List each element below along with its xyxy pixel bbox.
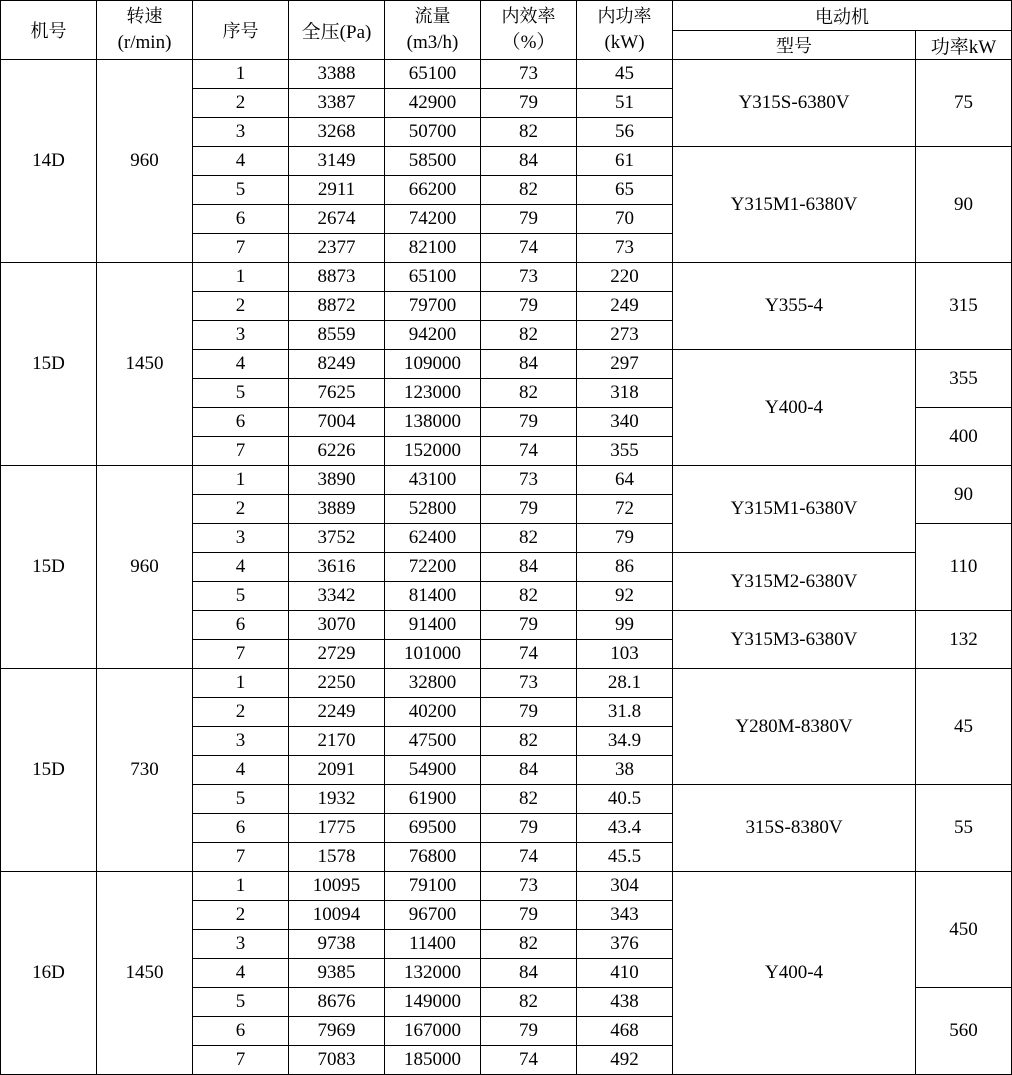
efficiency-cell: 82 — [481, 582, 577, 611]
pressure-cell: 3149 — [289, 147, 385, 176]
power-cell: 61 — [577, 147, 673, 176]
power-cell: 297 — [577, 350, 673, 379]
table-row — [1, 60, 1012, 89]
efficiency-cell: 82 — [481, 785, 577, 814]
seq-cell: 7 — [193, 234, 289, 263]
flow-cell: 54900 — [385, 756, 481, 785]
pressure-cell: 9385 — [289, 959, 385, 988]
efficiency-cell: 74 — [481, 640, 577, 669]
flow-cell: 61900 — [385, 785, 481, 814]
power-cell: 34.9 — [577, 727, 673, 756]
power-cell: 65 — [577, 176, 673, 205]
efficiency-cell: 74 — [481, 437, 577, 466]
power-cell: 51 — [577, 89, 673, 118]
header-pressure: 全压(Pa) — [289, 1, 385, 60]
speed-cell: 960 — [97, 466, 193, 669]
pressure-cell: 7004 — [289, 408, 385, 437]
flow-cell: 91400 — [385, 611, 481, 640]
motor-model-cell: Y315M2-6380V — [673, 553, 916, 611]
header-motor-model: 型号 — [673, 31, 916, 60]
seq-cell: 3 — [193, 321, 289, 350]
header-power — [577, 1, 673, 60]
pressure-cell: 7969 — [289, 1017, 385, 1046]
table-row — [1, 466, 1012, 495]
efficiency-cell: 82 — [481, 930, 577, 959]
power-cell: 70 — [577, 205, 673, 234]
motor-model-cell: Y355-4 — [673, 263, 916, 350]
seq-cell: 4 — [193, 350, 289, 379]
seq-cell: 1 — [193, 669, 289, 698]
seq-cell: 3 — [193, 930, 289, 959]
motor-power-cell: 45 — [916, 669, 1012, 785]
pressure-cell: 10095 — [289, 872, 385, 901]
efficiency-cell: 82 — [481, 176, 577, 205]
flow-cell: 42900 — [385, 89, 481, 118]
efficiency-cell: 84 — [481, 350, 577, 379]
pressure-cell: 8873 — [289, 263, 385, 292]
pressure-cell: 2911 — [289, 176, 385, 205]
pressure-cell: 3268 — [289, 118, 385, 147]
speed-cell: 1450 — [97, 872, 193, 1075]
flow-cell: 123000 — [385, 379, 481, 408]
efficiency-cell: 82 — [481, 118, 577, 147]
seq-cell: 7 — [193, 640, 289, 669]
efficiency-cell: 82 — [481, 988, 577, 1017]
motor-power-cell: 55 — [916, 785, 1012, 872]
header-speed-label: 转速 — [126, 6, 163, 27]
seq-cell: 1 — [193, 872, 289, 901]
efficiency-cell: 79 — [481, 89, 577, 118]
header-motor: 电动机 — [673, 1, 1012, 31]
efficiency-cell: 82 — [481, 524, 577, 553]
power-cell: 492 — [577, 1046, 673, 1075]
speed-cell: 730 — [97, 669, 193, 872]
seq-cell: 6 — [193, 1017, 289, 1046]
power-cell: 220 — [577, 263, 673, 292]
power-cell: 45 — [577, 60, 673, 89]
efficiency-cell: 84 — [481, 756, 577, 785]
efficiency-cell: 74 — [481, 843, 577, 872]
flow-cell: 47500 — [385, 727, 481, 756]
seq-cell: 4 — [193, 553, 289, 582]
machine-cell: 15D — [1, 669, 97, 872]
motor-power-cell: 400 — [916, 408, 1012, 466]
efficiency-cell: 84 — [481, 959, 577, 988]
motor-model-cell: Y315S-6380V — [673, 60, 916, 147]
pressure-cell: 3890 — [289, 466, 385, 495]
flow-cell: 40200 — [385, 698, 481, 727]
efficiency-cell: 79 — [481, 205, 577, 234]
efficiency-cell: 82 — [481, 321, 577, 350]
efficiency-cell: 79 — [481, 292, 577, 321]
flow-cell: 152000 — [385, 437, 481, 466]
flow-cell: 65100 — [385, 263, 481, 292]
motor-model-cell: 315S-8380V — [673, 785, 916, 872]
efficiency-cell: 73 — [481, 466, 577, 495]
pressure-cell: 8676 — [289, 988, 385, 1017]
power-cell: 43.4 — [577, 814, 673, 843]
table-row — [1, 669, 1012, 698]
efficiency-cell: 74 — [481, 234, 577, 263]
flow-cell: 65100 — [385, 60, 481, 89]
speed-cell: 960 — [97, 60, 193, 263]
flow-cell: 66200 — [385, 176, 481, 205]
seq-cell: 2 — [193, 89, 289, 118]
pressure-cell: 3387 — [289, 89, 385, 118]
seq-cell: 3 — [193, 727, 289, 756]
flow-cell: 32800 — [385, 669, 481, 698]
seq-cell: 5 — [193, 785, 289, 814]
pressure-cell: 1932 — [289, 785, 385, 814]
motor-power-cell: 355 — [916, 350, 1012, 408]
seq-cell: 6 — [193, 205, 289, 234]
flow-cell: 43100 — [385, 466, 481, 495]
seq-cell: 5 — [193, 176, 289, 205]
header-efficiency-unit: （%） — [501, 32, 556, 53]
pressure-cell: 3752 — [289, 524, 385, 553]
power-cell: 64 — [577, 466, 673, 495]
pressure-cell: 3388 — [289, 60, 385, 89]
power-cell: 99 — [577, 611, 673, 640]
flow-cell: 62400 — [385, 524, 481, 553]
flow-cell: 96700 — [385, 901, 481, 930]
efficiency-cell: 74 — [481, 1046, 577, 1075]
power-cell: 355 — [577, 437, 673, 466]
motor-power-cell: 560 — [916, 988, 1012, 1075]
motor-power-cell: 90 — [916, 147, 1012, 263]
power-cell: 340 — [577, 408, 673, 437]
pressure-cell: 3070 — [289, 611, 385, 640]
flow-cell: 149000 — [385, 988, 481, 1017]
efficiency-cell: 79 — [481, 1017, 577, 1046]
flow-cell: 101000 — [385, 640, 481, 669]
efficiency-cell: 79 — [481, 408, 577, 437]
pressure-cell: 2250 — [289, 669, 385, 698]
efficiency-cell: 73 — [481, 263, 577, 292]
power-cell: 40.5 — [577, 785, 673, 814]
power-cell: 28.1 — [577, 669, 673, 698]
machine-cell: 15D — [1, 466, 97, 669]
pressure-cell: 7083 — [289, 1046, 385, 1075]
pressure-cell: 2170 — [289, 727, 385, 756]
seq-cell: 7 — [193, 1046, 289, 1075]
power-cell: 438 — [577, 988, 673, 1017]
seq-cell: 3 — [193, 118, 289, 147]
table-row — [1, 263, 1012, 292]
header-seq: 序号 — [193, 1, 289, 60]
header-power-unit: (kW) — [604, 32, 645, 53]
machine-cell: 16D — [1, 872, 97, 1075]
power-cell: 376 — [577, 930, 673, 959]
efficiency-cell: 73 — [481, 60, 577, 89]
motor-model-cell: Y315M1-6380V — [673, 466, 916, 553]
power-cell: 45.5 — [577, 843, 673, 872]
pressure-cell: 3616 — [289, 553, 385, 582]
pressure-cell: 3889 — [289, 495, 385, 524]
pressure-cell: 2091 — [289, 756, 385, 785]
header-efficiency — [481, 1, 577, 60]
power-cell: 103 — [577, 640, 673, 669]
efficiency-cell: 79 — [481, 611, 577, 640]
motor-power-cell: 90 — [916, 466, 1012, 524]
seq-cell: 7 — [193, 437, 289, 466]
power-cell: 249 — [577, 292, 673, 321]
efficiency-cell: 84 — [481, 147, 577, 176]
seq-cell: 5 — [193, 988, 289, 1017]
pressure-cell: 7625 — [289, 379, 385, 408]
seq-cell: 6 — [193, 814, 289, 843]
flow-cell: 50700 — [385, 118, 481, 147]
flow-cell: 81400 — [385, 582, 481, 611]
pressure-cell: 2377 — [289, 234, 385, 263]
motor-power-cell: 315 — [916, 263, 1012, 350]
machine-cell: 14D — [1, 60, 97, 263]
seq-cell: 6 — [193, 408, 289, 437]
power-cell: 38 — [577, 756, 673, 785]
header-flow-label: 流量 — [414, 6, 451, 27]
seq-cell: 4 — [193, 147, 289, 176]
power-cell: 468 — [577, 1017, 673, 1046]
efficiency-cell: 82 — [481, 727, 577, 756]
seq-cell: 2 — [193, 901, 289, 930]
header-machine: 机号 — [1, 1, 97, 60]
power-cell: 56 — [577, 118, 673, 147]
seq-cell: 1 — [193, 263, 289, 292]
seq-cell: 6 — [193, 611, 289, 640]
power-cell: 92 — [577, 582, 673, 611]
header-flow-unit: (m3/h) — [406, 32, 459, 53]
pressure-cell: 8249 — [289, 350, 385, 379]
pressure-cell: 8872 — [289, 292, 385, 321]
efficiency-cell: 84 — [481, 553, 577, 582]
seq-cell: 3 — [193, 524, 289, 553]
power-cell: 86 — [577, 553, 673, 582]
flow-cell: 109000 — [385, 350, 481, 379]
motor-model-cell: Y400-4 — [673, 350, 916, 466]
header-speed — [97, 1, 193, 60]
seq-cell: 1 — [193, 466, 289, 495]
flow-cell: 79700 — [385, 292, 481, 321]
header-flow — [385, 1, 481, 60]
seq-cell: 5 — [193, 582, 289, 611]
flow-cell: 52800 — [385, 495, 481, 524]
power-cell: 318 — [577, 379, 673, 408]
flow-cell: 79100 — [385, 872, 481, 901]
seq-cell: 5 — [193, 379, 289, 408]
header-efficiency-label: 内效率 — [501, 6, 556, 27]
efficiency-cell: 79 — [481, 698, 577, 727]
power-cell: 273 — [577, 321, 673, 350]
efficiency-cell: 79 — [481, 901, 577, 930]
seq-cell: 2 — [193, 292, 289, 321]
flow-cell: 11400 — [385, 930, 481, 959]
header-power-label: 内功率 — [597, 6, 652, 27]
flow-cell: 82100 — [385, 234, 481, 263]
speed-cell: 1450 — [97, 263, 193, 466]
seq-cell: 2 — [193, 698, 289, 727]
pressure-cell: 10094 — [289, 901, 385, 930]
pressure-cell: 2674 — [289, 205, 385, 234]
efficiency-cell: 73 — [481, 872, 577, 901]
flow-cell: 185000 — [385, 1046, 481, 1075]
motor-power-cell: 132 — [916, 611, 1012, 669]
pressure-cell: 8559 — [289, 321, 385, 350]
flow-cell: 132000 — [385, 959, 481, 988]
flow-cell: 94200 — [385, 321, 481, 350]
seq-cell: 1 — [193, 60, 289, 89]
flow-cell: 138000 — [385, 408, 481, 437]
flow-cell: 58500 — [385, 147, 481, 176]
flow-cell: 76800 — [385, 843, 481, 872]
flow-cell: 69500 — [385, 814, 481, 843]
pressure-cell: 3342 — [289, 582, 385, 611]
motor-model-cell: Y280M-8380V — [673, 669, 916, 785]
seq-cell: 7 — [193, 843, 289, 872]
flow-cell: 72200 — [385, 553, 481, 582]
efficiency-cell: 79 — [481, 814, 577, 843]
power-cell: 410 — [577, 959, 673, 988]
flow-cell: 167000 — [385, 1017, 481, 1046]
power-cell: 72 — [577, 495, 673, 524]
pressure-cell: 1775 — [289, 814, 385, 843]
pressure-cell: 6226 — [289, 437, 385, 466]
efficiency-cell: 79 — [481, 495, 577, 524]
power-cell: 79 — [577, 524, 673, 553]
flow-cell: 74200 — [385, 205, 481, 234]
pressure-cell: 9738 — [289, 930, 385, 959]
power-cell: 304 — [577, 872, 673, 901]
seq-cell: 4 — [193, 756, 289, 785]
seq-cell: 4 — [193, 959, 289, 988]
motor-model-cell: Y400-4 — [673, 872, 916, 1075]
efficiency-cell: 82 — [481, 379, 577, 408]
seq-cell: 2 — [193, 495, 289, 524]
motor-power-cell: 75 — [916, 60, 1012, 147]
motor-power-cell: 450 — [916, 872, 1012, 988]
power-cell: 73 — [577, 234, 673, 263]
header-speed-unit: (r/min) — [117, 32, 172, 53]
power-cell: 343 — [577, 901, 673, 930]
pressure-cell: 2729 — [289, 640, 385, 669]
motor-model-cell: Y315M3-6380V — [673, 611, 916, 669]
header-motor-power: 功率kW — [916, 31, 1012, 60]
pressure-cell: 2249 — [289, 698, 385, 727]
machine-cell: 15D — [1, 263, 97, 466]
motor-power-cell: 110 — [916, 524, 1012, 611]
pressure-cell: 1578 — [289, 843, 385, 872]
power-cell: 31.8 — [577, 698, 673, 727]
table-row — [1, 872, 1012, 901]
motor-model-cell: Y315M1-6380V — [673, 147, 916, 263]
efficiency-cell: 73 — [481, 669, 577, 698]
